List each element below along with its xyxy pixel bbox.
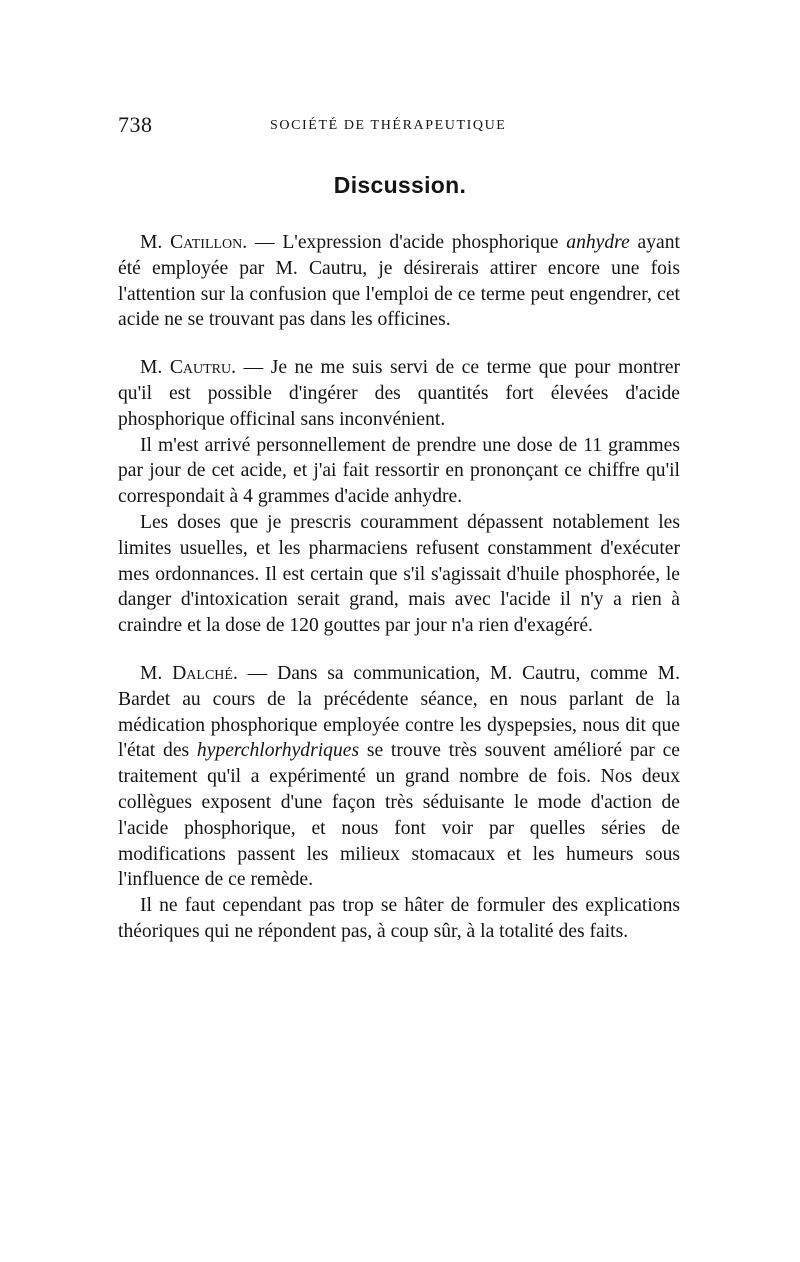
page-header [118, 112, 680, 142]
speaker-name: M. Dalché. [140, 662, 238, 684]
speaker-name: M. Cautru. [140, 357, 237, 379]
paragraph-text: se trouve très souvent amélioré par ce traitement qu'il a expérimenté un grand nombre de fois. Nos deux collègues exposent d'une façon très séduisante le mode d'action de l'acide phosphorique, et nous font voir par quelles séries de modifications passent les milieux stomacaux et les humeurs sous l'influence de ce remède. [118, 740, 680, 891]
italic-term: anhydre [566, 232, 630, 253]
section-title: Discussion. [333, 172, 467, 198]
running-head: SOCIÉTÉ DE THÉRAPEUTIQUE [270, 118, 507, 133]
paragraph-text: — Dans sa communication, M. Cautru, comme M. Bardet au cours de la précédente séance, en nous parlant de la médication phosphorique employée contre les dyspepsies, nous dit que l'état des [118, 662, 680, 762]
paragraph-cautru-2: Il m'est arrivé personnellement de prendre une dose de 11 grammes par jour de cet acide, et j'ai fait ressortir en prononçant ce chiffre qu'il correspondait à 4 grammes d'acide anhydre. [118, 434, 680, 508]
paragraph-cautru-3: Les doses que je prescris couramment dépassent notablement les limites usuelles, et les pharmaciens refusent constamment d'exécuter mes ordonnances. Il est certain que s'il s'agissait d'huile phosphorée, le danger d'intoxication serait grand, mais avec l'acide il n'y a rien à craindre et la dose de 120 gouttes par jour n'a rien d'exagéré. [118, 511, 680, 637]
paragraph-text: ayant été employée par M. Cautru, je désirerais attirer encore une fois l'attention sur la confusion que l'emploi de ce terme peut engendrer, cet acide ne se trouvant pas dans les officines. [118, 232, 680, 331]
paragraph-cautru [118, 355, 680, 432]
paragraph-text: — L'expression d'acide phosphorique [247, 232, 567, 253]
speaker-name: M. Catillon. [140, 232, 248, 253]
italic-term: hyperchlorhydriques [196, 740, 360, 762]
paragraph-catillon [118, 230, 680, 333]
paragraph-dalche [118, 661, 680, 893]
page-number: 738 [118, 112, 153, 137]
body-text [118, 230, 680, 945]
paragraph-dalche-2: Il ne faut cependant pas trop se hâter de formuler des explications théoriques qui ne répondent pas, à coup sûr, à la totalité des faits. [118, 895, 680, 942]
paragraph-text: — Je ne me suis servi de ce terme que pour montrer qu'il est possible d'ingérer des quantités fort élevées d'acide phosphorique officinal sans inconvénient. [118, 357, 680, 430]
